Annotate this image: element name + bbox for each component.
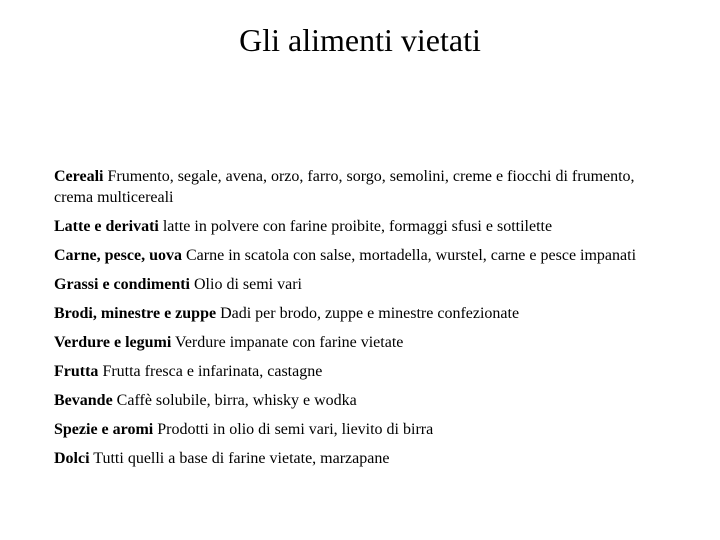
item-term: Frutta (54, 363, 99, 380)
forbidden-foods-list (54, 166, 664, 477)
list-item-bevande (54, 390, 664, 411)
item-term: Bevande (54, 392, 113, 409)
item-text: latte in polvere con farine proibite, formaggi sfusi e sottilette (162, 218, 553, 235)
list-item-brodi-minestre-zuppe (54, 303, 664, 324)
item-term: Grassi e condimenti (54, 276, 190, 293)
item-text: Olio di semi vari (194, 276, 302, 293)
item-term: Cereali (54, 168, 104, 185)
item-term: Dolci (54, 450, 90, 467)
list-item-cereali (54, 166, 664, 208)
item-text: Frutta fresca e infarinata, castagne (102, 363, 323, 380)
list-item-grassi-condimenti (54, 274, 664, 295)
list-item-spezie-aromi (54, 419, 664, 440)
item-text: Tutti quelli a base di farine vietate, marzapane (93, 450, 390, 467)
item-term: Latte e derivati (54, 218, 159, 235)
list-item-latte-derivati (54, 216, 664, 237)
list-item-dolci (54, 448, 664, 469)
item-text: Dadi per brodo, zuppe e minestre confezionate (220, 305, 520, 322)
list-item-carne-pesce-uova (54, 245, 664, 266)
item-text: Verdure impanate con farine vietate (175, 334, 404, 351)
item-text: Caffè solubile, birra, whisky e wodka (116, 392, 357, 409)
item-term: Verdure e legumi (54, 334, 172, 351)
item-text: Prodotti in olio di semi vari, lievito di birra (157, 421, 434, 438)
page-title: Gli alimenti vietati (239, 22, 481, 58)
item-text: Frumento, segale, avena, orzo, farro, sorgo, semolini, creme e fiocchi di frumento, crema multicereali (54, 168, 635, 206)
item-term: Carne, pesce, uova (54, 247, 182, 264)
item-term: Brodi, minestre e zuppe (54, 305, 217, 322)
list-item-frutta (54, 361, 664, 382)
item-text: Carne in scatola con salse, mortadella, wurstel, carne e pesce impanati (185, 247, 637, 264)
list-item-verdure-legumi (54, 332, 664, 353)
item-term: Spezie e aromi (54, 421, 154, 438)
